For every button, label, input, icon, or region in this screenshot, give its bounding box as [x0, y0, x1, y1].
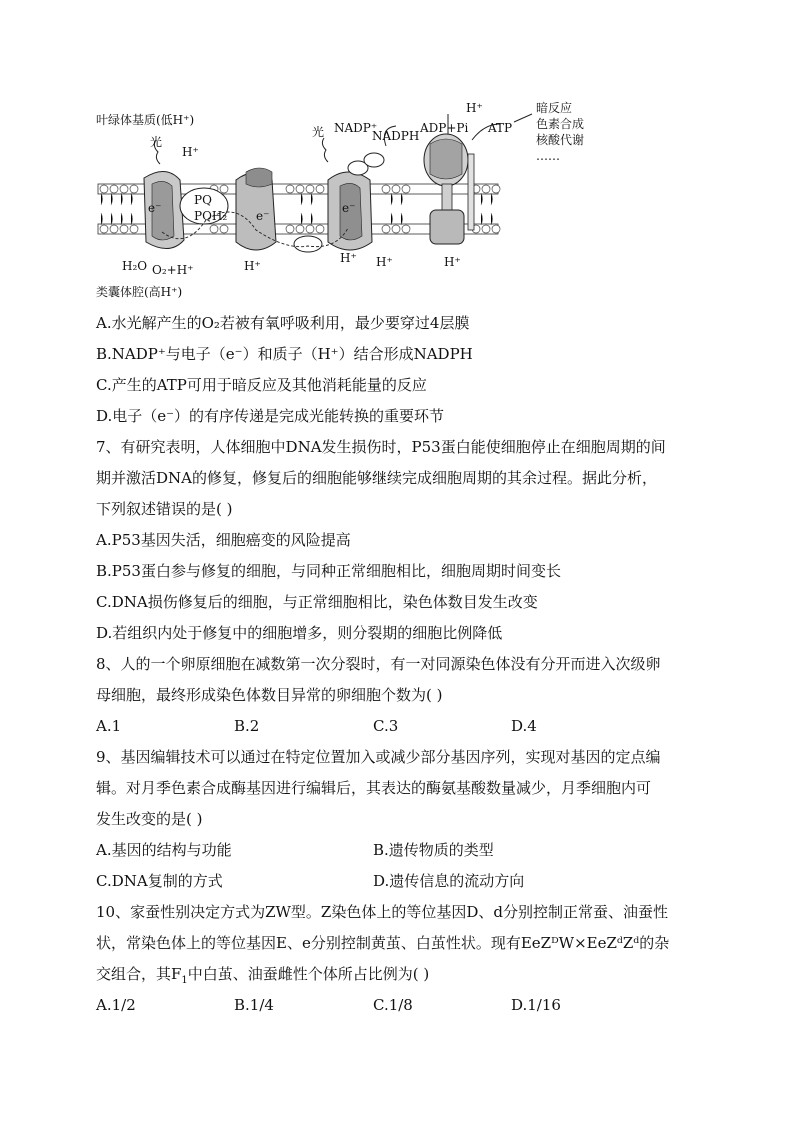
h-top-label-2: H⁺ [466, 101, 483, 115]
nadp-reductase [364, 153, 384, 167]
light-label-1: 光 [150, 135, 163, 149]
h2o-label: H₂O [122, 259, 148, 273]
nadph-label: NADPH [372, 129, 420, 143]
pqh2-label: PQH₂ [194, 209, 228, 223]
h-bottom-label-4: H⁺ [444, 255, 461, 269]
electron-label-3: e⁻ [342, 201, 356, 215]
q9-stem-line-3: 发生改变的是( ) [96, 810, 203, 828]
uses-arrow [514, 114, 532, 122]
use-pigment-synthesis: 色素合成 [536, 117, 585, 131]
plastocyanin [294, 236, 322, 252]
q10-option-d: D.1/16 [511, 996, 561, 1014]
q7-option-b: B.P53蛋白参与修复的细胞，与同种正常细胞相比，细胞周期时间变长 [96, 562, 561, 580]
q10-f1-subscript: 1 [181, 975, 188, 986]
stroma-label: 叶绿体基质(低H⁺) [96, 113, 195, 127]
electron-label-1: e⁻ [148, 201, 162, 215]
q7-stem-line-3: 下列叙述错误的是( ) [96, 500, 233, 518]
q6-option-a: A.水光解产生的O₂若被有氧呼吸利用，最少要穿过4层膜 [96, 314, 470, 332]
o2-h-label: O₂+H⁺ [152, 263, 194, 277]
h-bottom-label-2: H⁺ [340, 251, 357, 265]
light-arrow-2 [322, 138, 328, 162]
q10-stem-line-3-post: 中白茧、油蚕雌性个体所占比例为( ) [187, 965, 430, 983]
q7-option-c: C.DNA损伤修复后的细胞，与正常细胞相比，染色体数目发生改变 [96, 593, 538, 611]
adp-label: ADP+Pi [420, 121, 469, 135]
q7-stem-line-1: 7、有研究表明，人体细胞中DNA发生损伤时，P53蛋白能使细胞停止在细胞周期的间 [96, 438, 666, 456]
q10-option-b: B.1/4 [234, 996, 274, 1014]
light-label-2: 光 [312, 125, 325, 139]
q6-option-c: C.产生的ATP可用于暗反应及其他消耗能量的反应 [96, 376, 427, 394]
q9-option-a: A.基因的结构与功能 [96, 841, 232, 859]
q10-stem-line-1: 10、家蚕性别决定方式为ZW型。Z染色体上的等位基因D、d分别控制正常蚕、油蚕性 [96, 903, 668, 921]
pq-label: PQ [194, 193, 212, 207]
q8-option-c: C.3 [373, 717, 399, 735]
q10-option-c: C.1/8 [373, 996, 413, 1014]
q7-option-a: A.P53基因失活，细胞癌变的风险提高 [96, 531, 351, 549]
nadp-label: NADP⁺ [334, 121, 378, 135]
q10-stem-line-2: 状，常染色体上的等位基因E、e分别控制黄茧、白茧性状。现有EeZᴰW×EeZᵈZᵈ的杂 [96, 934, 670, 952]
q8-option-a: A.1 [96, 717, 122, 735]
q8-option-d: D.4 [511, 717, 537, 735]
h-bottom-label-1: H⁺ [244, 259, 261, 273]
q9-option-c: C.DNA复制的方式 [96, 872, 223, 890]
h-bottom-label-3: H⁺ [376, 255, 393, 269]
q10-stem-line-3 [96, 964, 429, 984]
q9-option-b: B.遗传物质的类型 [373, 841, 494, 859]
atp-label: ATP [488, 121, 513, 135]
lumen-label: 类囊体腔(高H⁺) [96, 285, 183, 299]
h-top-label-1: H⁺ [182, 145, 199, 159]
q7-stem-line-2: 期并激活DNA的修复，修复后的细胞能够继续完成细胞周期的其余过程。据此分析， [96, 469, 657, 487]
thylakoid-diagram [96, 100, 616, 305]
q10-option-a: A.1/2 [96, 996, 136, 1014]
electron-label-2: e⁻ [256, 209, 270, 223]
q6-option-d: D.电子（e⁻）的有序传递是完成光能转换的重要环节 [96, 407, 445, 425]
use-nucleic-acid: 核酸代谢 [536, 133, 585, 147]
q8-stem-line-1: 8、人的一个卵原细胞在减数第一次分裂时，有一对同源染色体没有分开而进入次级卵 [96, 655, 661, 673]
use-dark-reaction: 暗反应 [536, 101, 573, 115]
q6-option-b: B.NADP⁺与电子（e⁻）和质子（H⁺）结合形成NADPH [96, 345, 473, 363]
q9-stem-line-2: 辑。对月季色素合成酶基因进行编辑后，其表达的酶氨基酸数量减少，月季细胞内可 [96, 779, 652, 797]
q7-option-d: D.若组织内处于修复中的细胞增多，则分裂期的细胞比例降低 [96, 624, 503, 642]
q9-stem-line-1: 9、基因编辑技术可以通过在特定位置加入或减少部分基因序列，实现对基因的定点编 [96, 748, 661, 766]
q10-stem-line-3-pre: 交组合，其F [96, 965, 182, 983]
q8-stem-line-2: 母细胞，最终形成染色体数目异常的卵细胞个数为( ) [96, 686, 443, 704]
use-etc: …… [536, 149, 560, 163]
q8-option-b: B.2 [234, 717, 260, 735]
atp-synthase [424, 134, 474, 244]
q9-option-d: D.遗传信息的流动方向 [373, 872, 525, 890]
